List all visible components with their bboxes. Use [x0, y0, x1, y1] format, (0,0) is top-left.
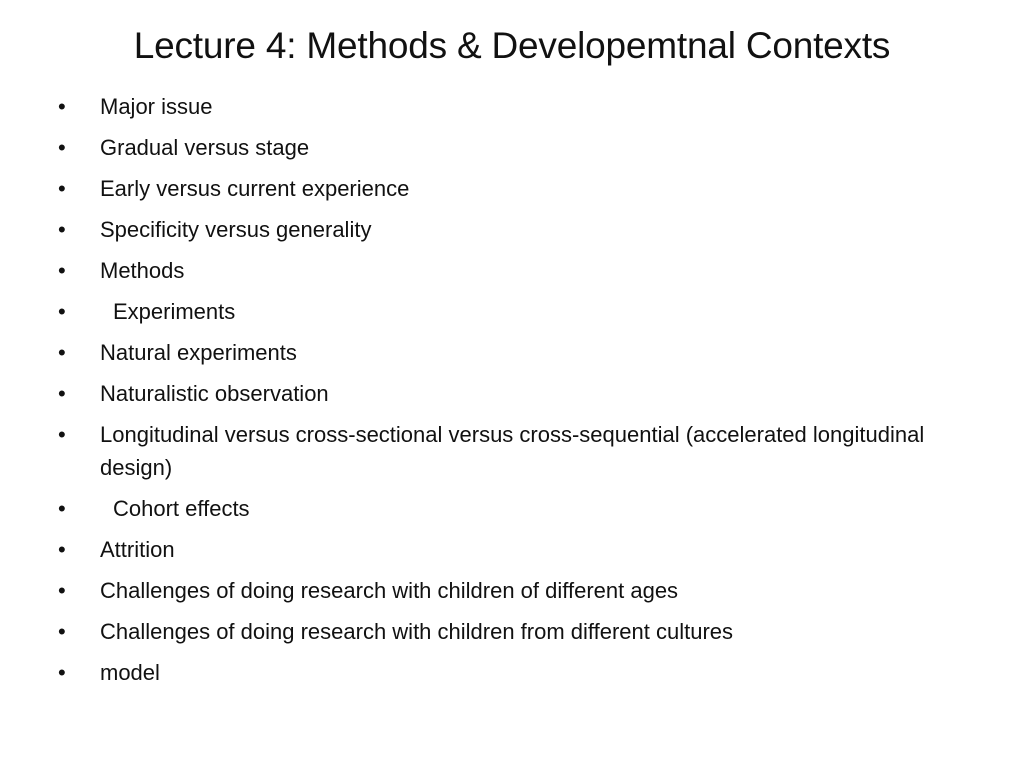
bullet-item: [58, 254, 958, 287]
bullet-text: Attrition: [100, 537, 175, 562]
bullet-text: Natural experiments: [100, 340, 297, 365]
bullet-icon: •: [58, 94, 66, 119]
bullet-item: [58, 336, 958, 369]
bullet-icon: •: [58, 381, 66, 406]
bullet-item: [58, 615, 958, 648]
bullet-icon: •: [58, 135, 66, 160]
bullet-icon: •: [58, 340, 66, 365]
bullet-item: [58, 656, 958, 689]
bullet-icon: •: [58, 660, 66, 685]
bullet-icon: •: [58, 217, 66, 242]
bullet-icon: •: [58, 299, 66, 324]
bullet-text: Cohort effects: [113, 496, 250, 521]
bullet-text: Major issue: [100, 94, 213, 119]
bullet-item: [58, 172, 958, 205]
bullet-item: [58, 131, 958, 164]
bullet-text: Challenges of doing research with children of different ages: [100, 578, 679, 603]
bullet-item: [58, 90, 958, 123]
bullet-list: [58, 90, 958, 697]
slide-title: Lecture 4: Methods & Developemtnal Contexts: [133, 25, 891, 66]
bullet-item: [58, 377, 958, 410]
bullet-text: Experiments: [113, 299, 236, 324]
bullet-icon: •: [58, 619, 66, 644]
bullet-item: [58, 418, 958, 484]
bullet-icon: •: [58, 176, 66, 201]
bullet-text: Early versus current experience: [100, 176, 410, 201]
bullet-text: Specificity versus generality: [100, 217, 372, 242]
bullet-text: Longitudinal versus cross-sectional versus cross-sequential (accelerated longitudinal design): [100, 422, 925, 480]
bullet-text: Challenges of doing research with children from different cultures: [100, 619, 734, 644]
bullet-item: [58, 295, 958, 328]
bullet-text: Gradual versus stage: [100, 135, 310, 160]
bullet-item: [58, 492, 958, 525]
bullet-text: Methods: [100, 258, 185, 283]
bullet-icon: •: [58, 578, 66, 603]
bullet-item: [58, 213, 958, 246]
bullet-text: model: [100, 660, 160, 685]
bullet-icon: •: [58, 496, 66, 521]
bullet-icon: •: [58, 537, 66, 562]
bullet-item: [58, 533, 958, 566]
bullet-text: Naturalistic observation: [100, 381, 329, 406]
bullet-item: [58, 574, 958, 607]
bullet-icon: •: [58, 422, 66, 447]
bullet-icon: •: [58, 258, 66, 283]
